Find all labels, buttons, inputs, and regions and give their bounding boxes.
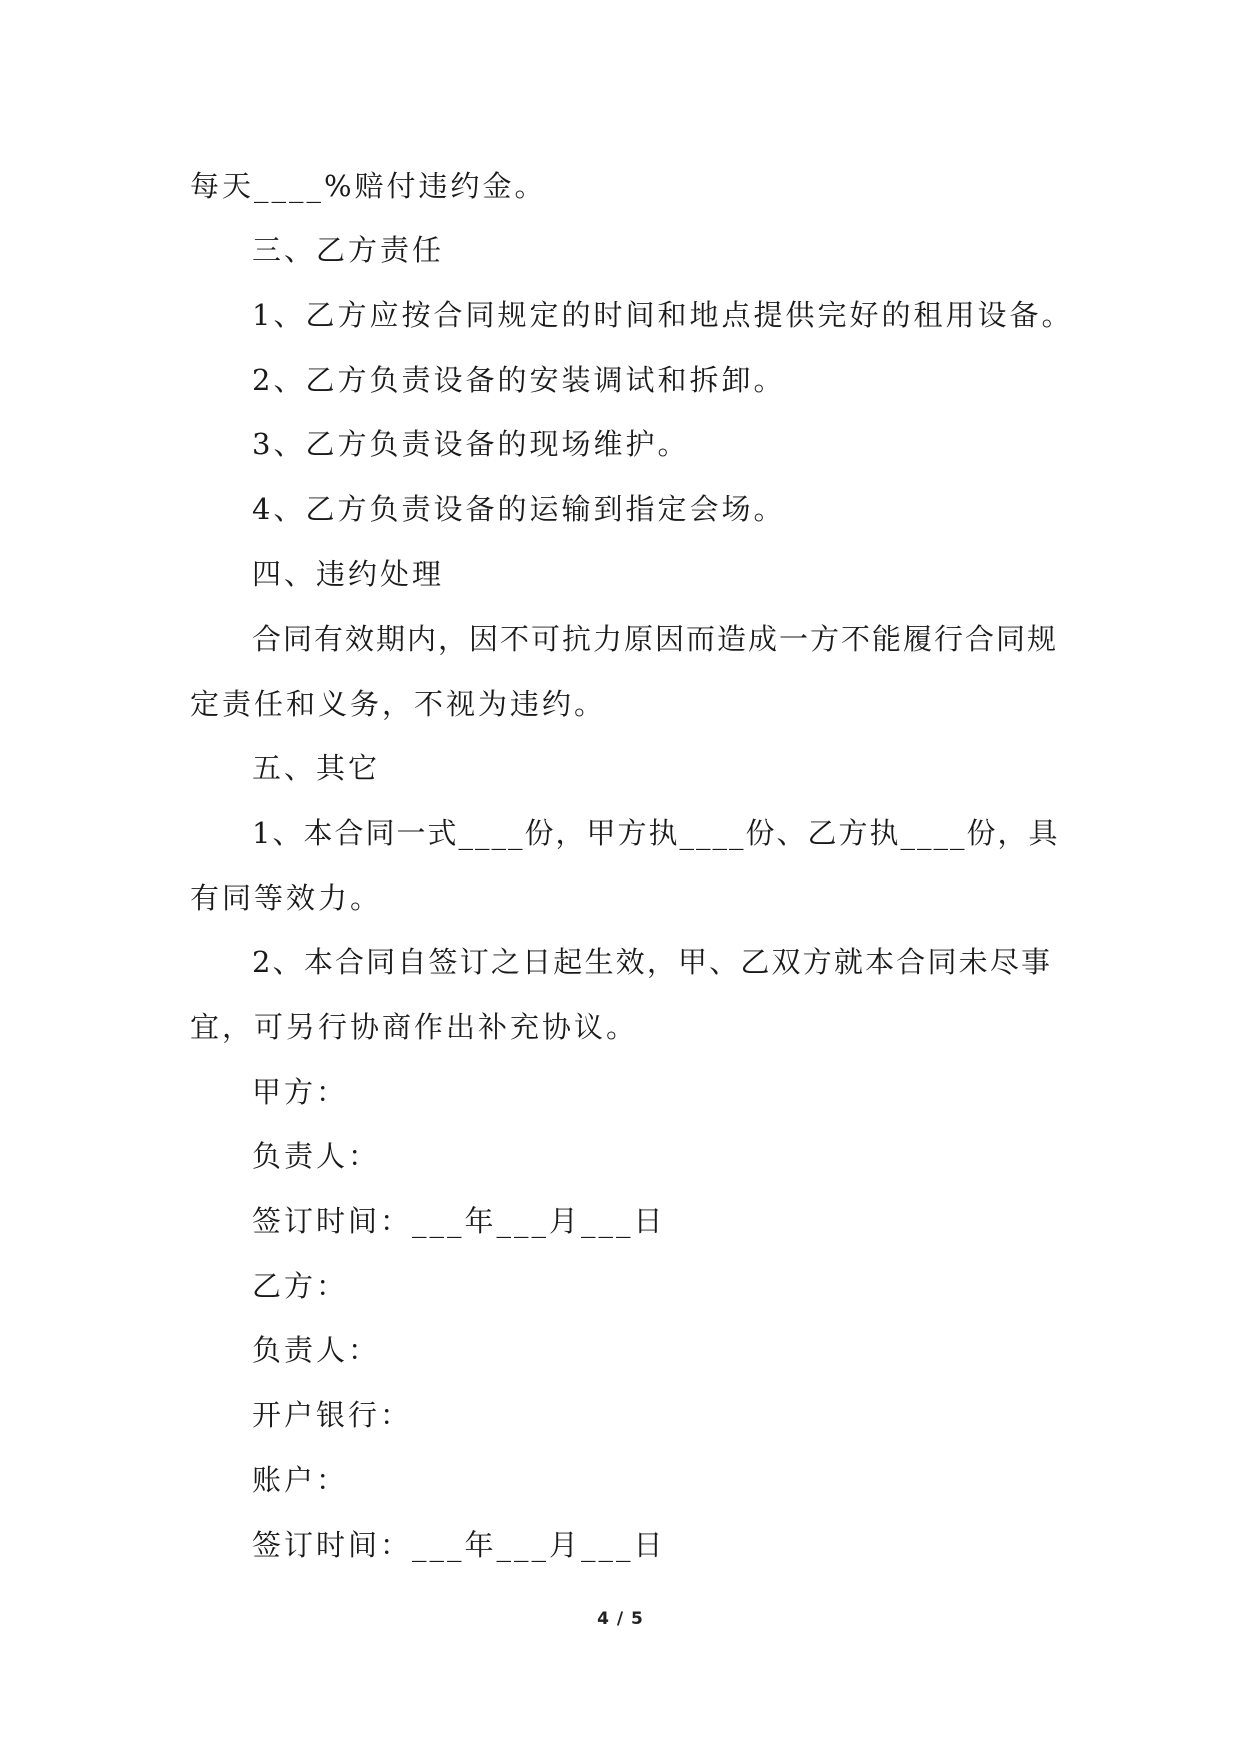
signature-field-party-a: 甲方：: [252, 1075, 349, 1109]
section-heading: 三、乙方责任: [252, 233, 445, 267]
signature-field-bank: 开户银行：: [252, 1398, 413, 1432]
paragraph-line: 合同有效期内，因不可抗力原因而造成一方不能履行合同规: [252, 622, 1059, 656]
section-heading: 五、其它: [252, 751, 381, 785]
paragraph-line: 3、乙方负责设备的现场维护。: [252, 427, 690, 461]
paragraph-line: 2、乙方负责设备的安装调试和拆卸。: [252, 363, 786, 397]
signature-field-account: 账户：: [252, 1463, 349, 1497]
signature-field-party-b: 乙方：: [252, 1269, 349, 1303]
paragraph-line: 1、乙方应按合同规定的时间和地点提供完好的租用设备。: [252, 298, 1074, 332]
signature-field-person-in-charge-b: 负责人：: [252, 1333, 381, 1367]
paragraph-line: 2、本合同自签订之日起生效，甲、乙双方就本合同未尽事: [252, 945, 1052, 979]
paragraph-line: 每天____%赔付违约金。: [190, 169, 547, 203]
signature-date-a: 签订时间：___年___月___日: [252, 1204, 666, 1238]
paragraph-line: 4、乙方负责设备的运输到指定会场。: [252, 492, 786, 526]
section-heading: 四、违约处理: [252, 557, 445, 591]
page-number: 4 / 5: [597, 1609, 644, 1629]
paragraph-line: 有同等效力。: [190, 881, 383, 915]
signature-date-b: 签订时间：___年___月___日: [252, 1528, 666, 1562]
paragraph-line: 1、本合同一式____份，甲方执____份、乙方执____份，具: [252, 816, 1060, 850]
signature-field-person-in-charge-a: 负责人：: [252, 1139, 381, 1173]
paragraph-line: 宜，可另行协商作出补充协议。: [190, 1010, 639, 1044]
paragraph-line: 定责任和义务，不视为违约。: [190, 687, 607, 721]
